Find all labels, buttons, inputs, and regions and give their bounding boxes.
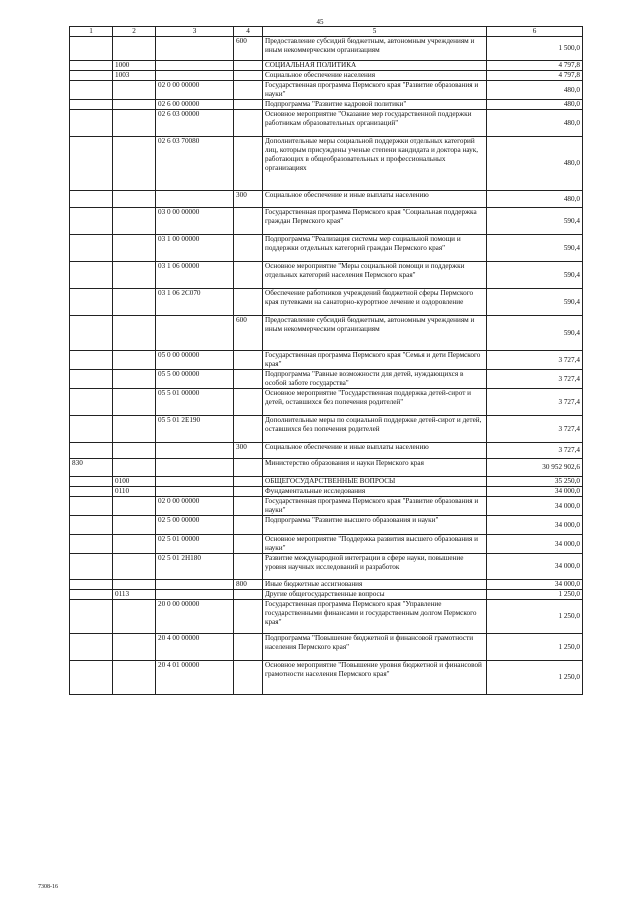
table-row (70, 316, 583, 351)
table-row (70, 208, 583, 235)
table-row (70, 235, 583, 262)
column-3-cell: 05 0 00 00000 (156, 351, 234, 370)
amount-cell: 3 727,4 (487, 389, 583, 416)
table-row (70, 137, 583, 191)
column-1-cell (70, 208, 113, 235)
table-row (70, 497, 583, 516)
column-1-cell (70, 137, 113, 191)
column-2-cell (113, 235, 156, 262)
item-name-cell: Обеспечение работников учреждений бюджетной сферы Пермского края путевками на санаторно-курортное лечение и оздоровление (263, 289, 487, 316)
column-3-cell (156, 477, 234, 487)
item-name-cell: Государственная программа Пермского края "Семья и дети Пермского края" (263, 351, 487, 370)
item-name-cell: Подпрограмма "Развитие высшего образования и науки" (263, 516, 487, 535)
amount-cell: 590,4 (487, 235, 583, 262)
column-4-cell (234, 389, 263, 416)
table-row (70, 477, 583, 487)
column-2-cell (113, 289, 156, 316)
column-4-cell: 800 (234, 580, 263, 590)
table-row (70, 71, 583, 81)
column-2-cell (113, 351, 156, 370)
column-4-cell: 600 (234, 316, 263, 351)
column-2-cell (113, 191, 156, 208)
amount-cell: 1 250,0 (487, 661, 583, 695)
amount-cell: 480,0 (487, 191, 583, 208)
column-3-cell: 20 4 00 00000 (156, 634, 234, 661)
amount-cell: 590,4 (487, 289, 583, 316)
item-name-cell: Подпрограмма "Равные возможности для детей, нуждающихся в особой заботе государства" (263, 370, 487, 389)
item-name-cell: Фундаментальные исследования (263, 487, 487, 497)
table-row (70, 590, 583, 600)
column-4-cell (234, 351, 263, 370)
column-1-cell (70, 61, 113, 71)
amount-cell: 590,4 (487, 316, 583, 351)
column-4-cell (234, 289, 263, 316)
column-1-cell (70, 580, 113, 590)
column-1-cell (70, 351, 113, 370)
column-header-3: 3 (156, 27, 234, 37)
column-3-cell: 05 5 00 00000 (156, 370, 234, 389)
column-1-cell (70, 262, 113, 289)
column-3-cell: 02 5 01 2Н180 (156, 554, 234, 580)
column-4-cell (234, 661, 263, 695)
column-1-cell (70, 634, 113, 661)
item-name-cell: Основное мероприятие "Оказание мер государственной поддержки работникам образовательных организаций" (263, 110, 487, 137)
column-4-cell (234, 370, 263, 389)
column-3-cell: 03 1 06 2С070 (156, 289, 234, 316)
column-1-cell (70, 416, 113, 443)
column-4-cell (234, 516, 263, 535)
item-name-cell: Основное мероприятие "Государственная поддержка детей-сирот и детей, оставшихся без попечения родителей" (263, 389, 487, 416)
column-2-cell (113, 100, 156, 110)
amount-cell: 34 000,0 (487, 580, 583, 590)
amount-cell: 1 500,0 (487, 37, 583, 61)
column-2-cell (113, 443, 156, 459)
column-4-cell (234, 71, 263, 81)
column-3-cell: 02 6 00 00000 (156, 100, 234, 110)
footer-code: 7308-16 (38, 884, 58, 890)
column-header-4: 4 (234, 27, 263, 37)
column-1-cell (70, 370, 113, 389)
table-row (70, 351, 583, 370)
column-3-cell: 05 5 01 2Е190 (156, 416, 234, 443)
item-name-cell: ОБЩЕГОСУДАРСТВЕННЫЕ ВОПРОСЫ (263, 477, 487, 487)
column-3-cell: 20 0 00 00000 (156, 600, 234, 634)
column-2-cell (113, 634, 156, 661)
column-3-cell (156, 590, 234, 600)
column-4-cell: 600 (234, 37, 263, 61)
table-row (70, 289, 583, 316)
table-row (70, 443, 583, 459)
amount-cell: 34 000,0 (487, 497, 583, 516)
table-row (70, 661, 583, 695)
item-name-cell: Дополнительные меры по социальной поддержке детей-сирот и детей, оставшихся без попечения родителей (263, 416, 487, 443)
table-row (70, 487, 583, 497)
column-1-cell (70, 443, 113, 459)
column-3-cell (156, 443, 234, 459)
amount-cell: 480,0 (487, 81, 583, 100)
column-3-cell (156, 61, 234, 71)
item-name-cell: СОЦИАЛЬНАЯ ПОЛИТИКА (263, 61, 487, 71)
column-2-cell (113, 137, 156, 191)
column-4-cell (234, 416, 263, 443)
column-2-cell (113, 600, 156, 634)
item-name-cell: Предоставление субсидий бюджетным, автономным учреждениям и иным некоммерческим организациям (263, 316, 487, 351)
amount-cell: 35 250,0 (487, 477, 583, 487)
table-row (70, 370, 583, 389)
column-2-cell: 0110 (113, 487, 156, 497)
item-name-cell: Развитие международной интеграции в сфере науки, повышение уровня научных исследований и разработок (263, 554, 487, 580)
column-2-cell (113, 554, 156, 580)
column-4-cell (234, 262, 263, 289)
item-name-cell: Основное мероприятие "Повышение уровня бюджетной и финансовой грамотности населения Пермского края" (263, 661, 487, 695)
column-2-cell (113, 262, 156, 289)
column-1-cell (70, 235, 113, 262)
amount-cell: 34 000,0 (487, 554, 583, 580)
table-row (70, 37, 583, 61)
item-name-cell: Основное мероприятие "Поддержка развития высшего образования и науки" (263, 535, 487, 554)
table-row (70, 61, 583, 71)
item-name-cell: Государственная программа Пермского края "Социальная поддержка граждан Пермского края" (263, 208, 487, 235)
column-3-cell (156, 71, 234, 81)
column-3-cell: 02 0 00 00000 (156, 497, 234, 516)
table-row (70, 516, 583, 535)
column-2-cell (113, 37, 156, 61)
column-1-cell (70, 289, 113, 316)
table-row (70, 262, 583, 289)
amount-cell: 1 250,0 (487, 600, 583, 634)
column-header-6: 6 (487, 27, 583, 37)
column-1-cell (70, 191, 113, 208)
column-4-cell (234, 110, 263, 137)
item-name-cell: Социальное обеспечение и иные выплаты населению (263, 191, 487, 208)
column-2-cell (113, 416, 156, 443)
table-row (70, 580, 583, 590)
column-3-cell: 03 0 00 00000 (156, 208, 234, 235)
item-name-cell: Государственная программа Пермского края "Развитие образования и науки" (263, 497, 487, 516)
column-3-cell (156, 37, 234, 61)
column-header-1: 1 (70, 27, 113, 37)
item-name-cell: Иные бюджетные ассигнования (263, 580, 487, 590)
column-4-cell (234, 600, 263, 634)
column-header-5: 5 (263, 27, 487, 37)
column-4-cell (234, 535, 263, 554)
column-1-cell (70, 600, 113, 634)
amount-cell: 3 727,4 (487, 370, 583, 389)
column-4-cell (234, 81, 263, 100)
column-1-cell (70, 100, 113, 110)
column-1-cell: 830 (70, 459, 113, 477)
item-name-cell: Другие общегосударственные вопросы (263, 590, 487, 600)
column-4-cell (234, 208, 263, 235)
column-1-cell (70, 477, 113, 487)
amount-cell: 4 797,8 (487, 61, 583, 71)
column-4-cell (234, 554, 263, 580)
column-3-cell: 02 0 00 00000 (156, 81, 234, 100)
amount-cell: 590,4 (487, 208, 583, 235)
amount-cell: 3 727,4 (487, 443, 583, 459)
column-2-cell (113, 370, 156, 389)
column-header-2: 2 (113, 27, 156, 37)
column-1-cell (70, 487, 113, 497)
column-2-cell: 0100 (113, 477, 156, 487)
column-3-cell (156, 580, 234, 590)
table-row (70, 100, 583, 110)
column-4-cell: 300 (234, 443, 263, 459)
amount-cell: 1 250,0 (487, 590, 583, 600)
column-2-cell (113, 316, 156, 351)
column-1-cell (70, 110, 113, 137)
column-1-cell (70, 661, 113, 695)
column-2-cell: 1000 (113, 61, 156, 71)
column-2-cell (113, 208, 156, 235)
column-2-cell (113, 110, 156, 137)
item-name-cell: Подпрограмма "Реализация системы мер социальной помощи и поддержки отдельных категорий граждан Пермского края" (263, 235, 487, 262)
column-1-cell (70, 535, 113, 554)
column-1-cell (70, 389, 113, 416)
column-2-cell (113, 535, 156, 554)
column-4-cell (234, 459, 263, 477)
column-1-cell (70, 554, 113, 580)
amount-cell: 34 000,0 (487, 516, 583, 535)
table-row (70, 554, 583, 580)
column-3-cell: 02 5 00 00000 (156, 516, 234, 535)
column-3-cell (156, 191, 234, 208)
column-3-cell (156, 487, 234, 497)
table-row (70, 634, 583, 661)
header-row (70, 27, 583, 37)
column-1-cell (70, 37, 113, 61)
column-1-cell (70, 516, 113, 535)
table-row (70, 459, 583, 477)
column-2-cell (113, 389, 156, 416)
table-row (70, 191, 583, 208)
column-4-cell (234, 235, 263, 262)
column-4-cell (234, 487, 263, 497)
table-row (70, 81, 583, 100)
column-2-cell (113, 497, 156, 516)
item-name-cell: Дополнительные меры социальной поддержки отдельных категорий лиц, которым присуждены ученые степени кандидата и доктора наук, работающих в общеобразовательных и профессиональных организациях (263, 137, 487, 191)
column-1-cell (70, 71, 113, 81)
column-4-cell (234, 590, 263, 600)
column-2-cell (113, 459, 156, 477)
budget-table (69, 26, 583, 695)
column-3-cell: 02 6 03 70080 (156, 137, 234, 191)
item-name-cell: Подпрограмма "Повышение бюджетной и финансовой грамотности населения Пермского края" (263, 634, 487, 661)
amount-cell: 30 952 902,6 (487, 459, 583, 477)
item-name-cell: Социальное обеспечение населения (263, 71, 487, 81)
amount-cell: 1 250,0 (487, 634, 583, 661)
column-4-cell (234, 477, 263, 487)
item-name-cell: Основное мероприятие "Меры социальной помощи и поддержки отдельных категорий населения Пермского края" (263, 262, 487, 289)
amount-cell: 34 000,0 (487, 487, 583, 497)
table-row (70, 535, 583, 554)
table-row (70, 600, 583, 634)
page-number: 45 (316, 18, 324, 26)
table-row (70, 110, 583, 137)
column-4-cell (234, 137, 263, 191)
amount-cell: 590,4 (487, 262, 583, 289)
column-2-cell (113, 516, 156, 535)
column-3-cell (156, 459, 234, 477)
column-4-cell (234, 61, 263, 71)
amount-cell: 4 797,8 (487, 71, 583, 81)
column-4-cell (234, 497, 263, 516)
column-2-cell: 0113 (113, 590, 156, 600)
column-2-cell (113, 661, 156, 695)
item-name-cell: Социальное обеспечение и иные выплаты населению (263, 443, 487, 459)
column-1-cell (70, 497, 113, 516)
table-row (70, 416, 583, 443)
amount-cell: 480,0 (487, 100, 583, 110)
column-1-cell (70, 81, 113, 100)
amount-cell: 3 727,4 (487, 416, 583, 443)
column-3-cell: 05 5 01 00000 (156, 389, 234, 416)
column-4-cell (234, 100, 263, 110)
item-name-cell: Государственная программа Пермского края "Развитие образования и науки" (263, 81, 487, 100)
amount-cell: 480,0 (487, 110, 583, 137)
item-name-cell: Предоставление субсидий бюджетным, автономным учреждениям и иным некоммерческим организациям (263, 37, 487, 61)
item-name-cell: Министерство образования и науки Пермского края (263, 459, 487, 477)
item-name-cell: Подпрограмма "Развитие кадровой политики" (263, 100, 487, 110)
item-name-cell: Государственная программа Пермского края "Управление государственными финансами и государственным долгом Пермского края" (263, 600, 487, 634)
column-2-cell (113, 81, 156, 100)
column-1-cell (70, 316, 113, 351)
column-3-cell: 02 6 03 00000 (156, 110, 234, 137)
amount-cell: 480,0 (487, 137, 583, 191)
amount-cell: 3 727,4 (487, 351, 583, 370)
column-4-cell (234, 634, 263, 661)
column-4-cell: 300 (234, 191, 263, 208)
column-3-cell: 02 5 01 00000 (156, 535, 234, 554)
table-row (70, 389, 583, 416)
column-3-cell: 03 1 06 00000 (156, 262, 234, 289)
column-3-cell: 20 4 01 00000 (156, 661, 234, 695)
column-3-cell (156, 316, 234, 351)
column-1-cell (70, 590, 113, 600)
column-3-cell: 03 1 00 00000 (156, 235, 234, 262)
column-2-cell (113, 580, 156, 590)
column-2-cell: 1003 (113, 71, 156, 81)
amount-cell: 34 000,0 (487, 535, 583, 554)
